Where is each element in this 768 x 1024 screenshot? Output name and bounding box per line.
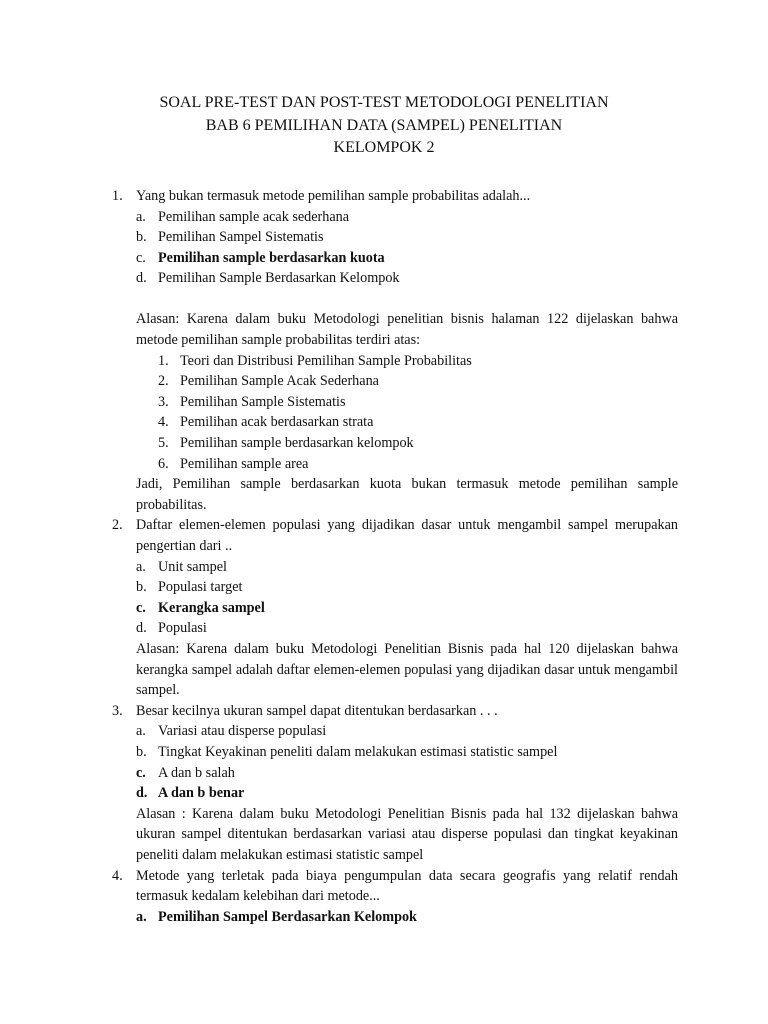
option-letter: b.: [136, 579, 147, 596]
option-d: [136, 618, 678, 639]
list-text: Pemilihan Sample Acak Sederhana: [180, 373, 379, 390]
option-text: Pemilihan sample berdasarkan kuota: [158, 249, 385, 266]
option-text: Variasi atau disperse populasi: [158, 723, 327, 740]
conclusion-text: Jadi, Pemilihan sample berdasarkan kuota bukan termasuk metode pemilihan sample probabilitas.: [136, 476, 678, 513]
option-letter: c.: [136, 599, 146, 616]
option-text: Pemilihan Sampel Sistematis: [158, 229, 324, 246]
option-letter: c.: [136, 764, 146, 781]
question-number: 3.: [112, 702, 123, 719]
question-1: [112, 186, 678, 515]
reason-list-item: [136, 392, 678, 413]
option-text: Unit sampel: [158, 558, 227, 575]
option-a-correct: [136, 907, 678, 928]
reason-list-item: [136, 412, 678, 433]
option-a: [136, 721, 678, 742]
question-list: [112, 186, 678, 927]
list-text: Pemilihan sample berdasarkan kelompok: [180, 435, 414, 452]
question-number: 1.: [112, 188, 123, 204]
option-letter: a.: [136, 723, 146, 740]
list-text: Teori dan Distribusi Pemilihan Sample Probabilitas: [180, 352, 472, 369]
title-line-1: SOAL PRE-TEST DAN POST-TEST METODOLOGI PENELITIAN: [159, 94, 609, 111]
option-letter: d.: [136, 785, 148, 802]
option-d-correct: [136, 783, 678, 804]
option-text: Kerangka sampel: [158, 599, 265, 616]
option-d: [136, 268, 678, 289]
option-letter: a.: [136, 908, 147, 925]
reason-list-item: [136, 371, 678, 392]
list-text: Pemilihan acak berdasarkan strata: [180, 414, 374, 431]
question-4: [112, 866, 678, 928]
list-number: 2.: [158, 373, 169, 390]
option-c-correct: [136, 248, 678, 269]
option-text: A dan b benar: [158, 785, 245, 802]
option-c: [136, 763, 678, 784]
option-text: A dan b salah: [158, 764, 235, 781]
question-text: Yang bukan termasuk metode pemilihan sample probabilitas adalah...: [136, 188, 531, 204]
reason-list-item: [136, 433, 678, 454]
question-number: 4.: [112, 867, 123, 884]
option-letter: a.: [136, 558, 146, 575]
option-letter: c.: [136, 249, 146, 266]
option-b: [136, 227, 678, 248]
option-a: [136, 557, 678, 578]
question-text: Daftar elemen-elemen populasi yang dijadikan dasar untuk mengambil sampel merupakan pengertian dari ..: [136, 517, 678, 554]
option-b: [136, 577, 678, 598]
list-number: 3.: [158, 393, 169, 410]
question-number: 2.: [112, 517, 123, 534]
reason-text: Alasan: Karena dalam buku Metodologi Penelitian Bisnis pada hal 120 dijelaskan bahwa kerangka sampel adalah daftar elemen-elemen populasi yang dijadikan dasar untuk mengambil sampel.: [136, 640, 678, 699]
option-letter: a.: [136, 208, 146, 225]
option-text: Tingkat Keyakinan peneliti dalam melakukan estimasi statistic sampel: [158, 743, 558, 760]
list-number: 5.: [158, 435, 169, 452]
option-text: Pemilihan sample acak sederhana: [158, 208, 350, 225]
option-b: [136, 742, 678, 763]
option-a: [136, 207, 678, 228]
option-c-correct: [136, 598, 678, 619]
document-title: [0, 92, 768, 160]
list-number: 1.: [158, 352, 169, 369]
title-line-2: BAB 6 PEMILIHAN DATA (SAMPEL) PENELITIAN: [205, 116, 563, 134]
reason-list-item: [136, 454, 678, 475]
question-text: Besar kecilnya ukuran sampel dapat ditentukan berdasarkan . . .: [136, 702, 498, 719]
question-3: [112, 701, 678, 866]
option-letter: b.: [136, 743, 147, 760]
list-text: Pemilihan sample area: [180, 455, 309, 472]
list-number: 4.: [158, 414, 169, 431]
reason-list-item: [136, 351, 678, 372]
option-text: Populasi: [158, 620, 207, 637]
option-text: Pemilihan Sample Berdasarkan Kelompok: [158, 270, 400, 287]
option-letter: d.: [136, 270, 147, 287]
question-2: [112, 515, 678, 700]
reason-text: Alasan: Karena dalam buku Metodologi penelitian bisnis halaman 122 dijelaskan bahwa metode pemilihan sample probabilitas terdiri atas:: [136, 311, 678, 349]
option-text: Populasi target: [158, 579, 243, 596]
question-text: Metode yang terletak pada biaya pengumpulan data secara geografis yang relatif rendah termasuk kedalam kelebihan dari metode...: [136, 867, 678, 905]
title-line-3: KELOMPOK 2: [333, 139, 435, 156]
option-letter: b.: [136, 229, 147, 246]
list-text: Pemilihan Sample Sistematis: [180, 393, 346, 410]
list-number: 6.: [158, 455, 169, 472]
option-text: Pemilihan Sampel Berdasarkan Kelompok: [158, 908, 417, 925]
reason-text: Alasan : Karena dalam buku Metodologi Penelitian Bisnis pada hal 132 dijelaskan bahwa ukuran sampel ditentukan berdasarkan variasi atau disperse populasi dan tingkat keyakinan peneliti dalam melakukan estimasi statistic sampel: [136, 805, 678, 863]
option-letter: d.: [136, 620, 147, 637]
